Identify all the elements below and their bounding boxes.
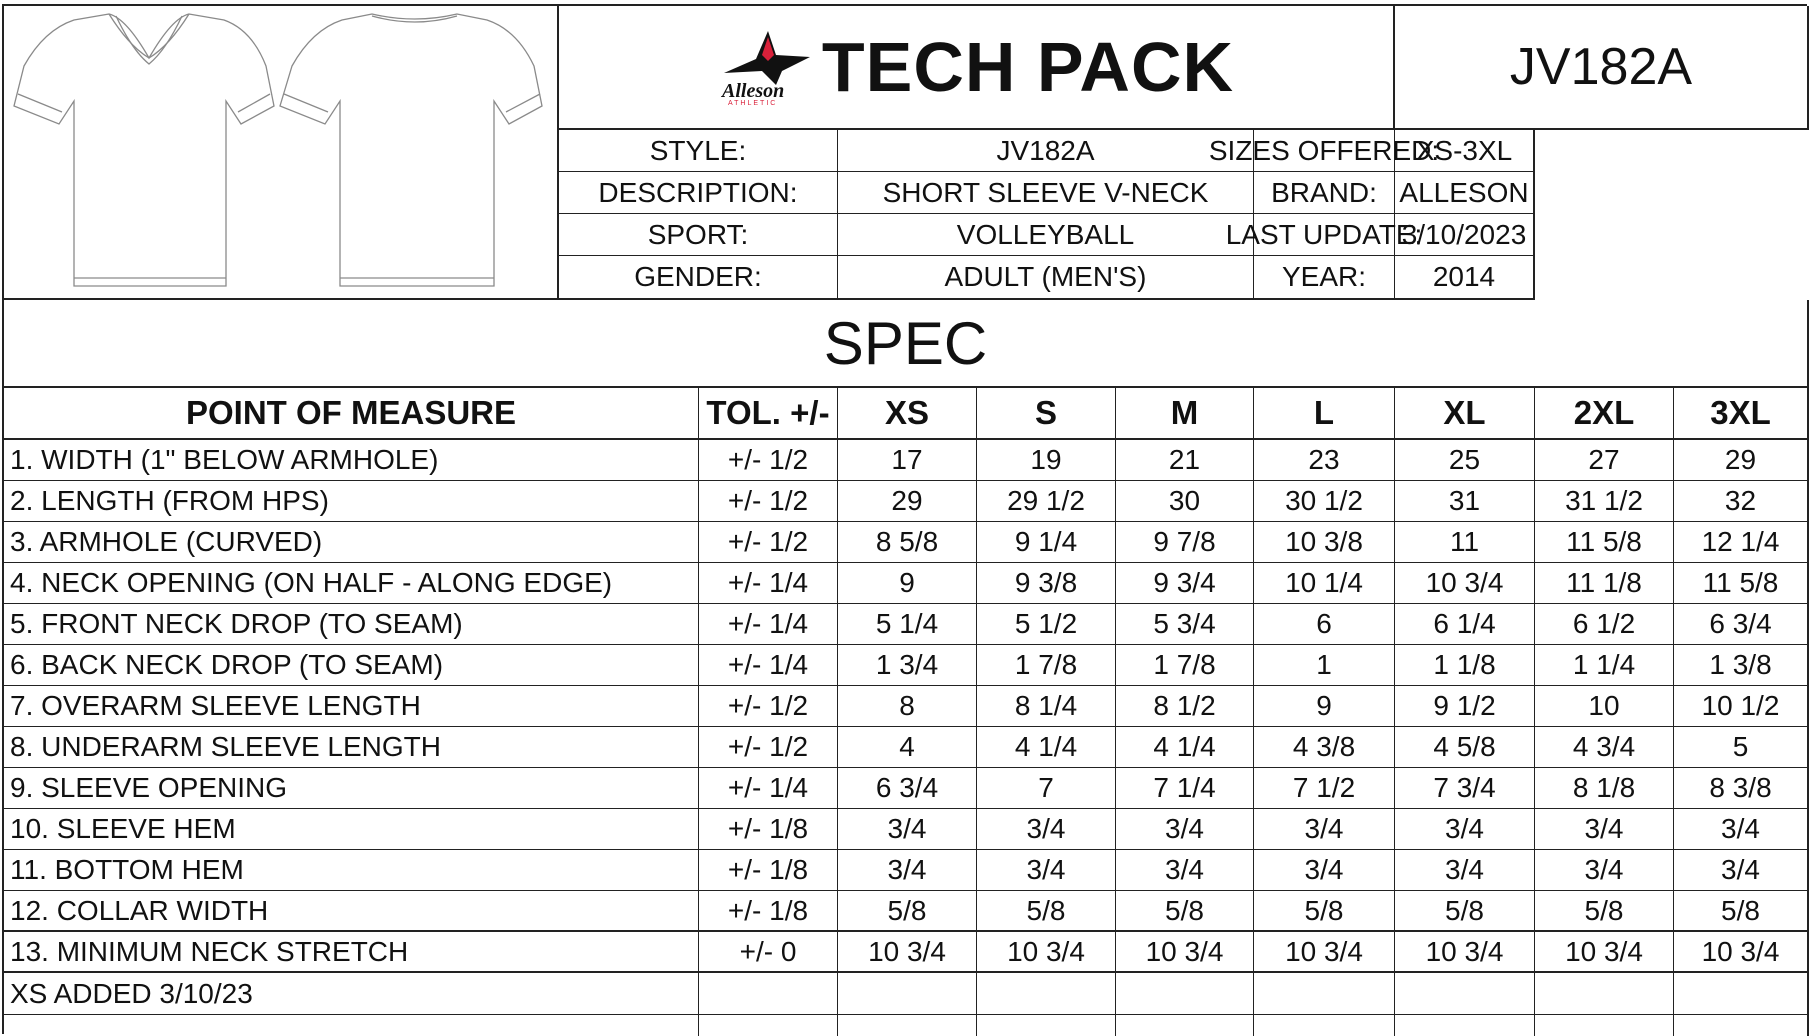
garment-sketches bbox=[4, 6, 559, 300]
measure-value: 10 3/4 bbox=[1674, 932, 1809, 973]
measure-value: 27 bbox=[1535, 440, 1674, 481]
empty-cell bbox=[838, 1015, 977, 1036]
measure-value: 6 1/2 bbox=[1535, 604, 1674, 645]
measure-value: +/- 1/8 bbox=[699, 850, 838, 891]
measure-value: 9 bbox=[1254, 686, 1395, 727]
column-header-2: XS bbox=[838, 388, 977, 440]
measure-value: +/- 1/8 bbox=[699, 809, 838, 850]
garment-sketch-svg bbox=[4, 6, 555, 296]
empty-cell bbox=[1535, 973, 1674, 1015]
measure-value: +/- 1/4 bbox=[699, 604, 838, 645]
column-header-6: XL bbox=[1395, 388, 1535, 440]
measure-value: 1 bbox=[1254, 645, 1395, 686]
measure-value: 9 1/2 bbox=[1395, 686, 1535, 727]
empty-cell bbox=[977, 973, 1116, 1015]
measure-value: 9 7/8 bbox=[1116, 522, 1254, 563]
measure-value: 1 7/8 bbox=[977, 645, 1116, 686]
logo-text: Alleson bbox=[721, 80, 785, 102]
measure-value: 5/8 bbox=[1254, 891, 1395, 932]
measure-label: 13. MINIMUM NECK STRETCH bbox=[4, 932, 699, 973]
measure-value: 8 1/8 bbox=[1535, 768, 1674, 809]
measure-value: 25 bbox=[1395, 440, 1535, 481]
measure-value: 9 bbox=[838, 563, 977, 604]
measure-value: 7 1/2 bbox=[1254, 768, 1395, 809]
measure-label: 3. ARMHOLE (CURVED) bbox=[4, 522, 699, 563]
style-code-header: JV182A bbox=[1395, 6, 1809, 130]
info-value-2: VOLLEYBALL bbox=[838, 214, 1254, 256]
measure-value: 9 3/4 bbox=[1116, 563, 1254, 604]
info-value-2-1: ALLESON bbox=[1395, 172, 1535, 214]
measure-value: 23 bbox=[1254, 440, 1395, 481]
measure-value: +/- 1/4 bbox=[699, 768, 838, 809]
measure-value: 17 bbox=[838, 440, 977, 481]
measure-label: 5. FRONT NECK DROP (TO SEAM) bbox=[4, 604, 699, 645]
column-header-5: L bbox=[1254, 388, 1395, 440]
measure-value: 12 1/4 bbox=[1674, 522, 1809, 563]
measure-value: +/- 1/2 bbox=[699, 686, 838, 727]
measure-value: 3/4 bbox=[977, 850, 1116, 891]
measure-value: 21 bbox=[1116, 440, 1254, 481]
measure-label: 10. SLEEVE HEM bbox=[4, 809, 699, 850]
measure-value: 30 1/2 bbox=[1254, 481, 1395, 522]
measure-value: 29 bbox=[1674, 440, 1809, 481]
measure-value: 5/8 bbox=[1395, 891, 1535, 932]
measure-value: 5 1/2 bbox=[977, 604, 1116, 645]
measure-value: 4 1/4 bbox=[977, 727, 1116, 768]
info-label-2: SPORT: bbox=[559, 214, 838, 256]
info-value-2-2: 3/10/2023 bbox=[1395, 214, 1535, 256]
measure-value: 10 3/4 bbox=[1395, 563, 1535, 604]
empty-cell bbox=[4, 1015, 699, 1036]
measure-value: +/- 1/8 bbox=[699, 891, 838, 932]
measure-value: +/- 1/4 bbox=[699, 563, 838, 604]
info-value-2-3: 2014 bbox=[1395, 256, 1535, 300]
measure-value: 30 bbox=[1116, 481, 1254, 522]
measure-value: 4 5/8 bbox=[1395, 727, 1535, 768]
measure-value: 5/8 bbox=[1116, 891, 1254, 932]
measure-value: 11 bbox=[1395, 522, 1535, 563]
measure-value: 10 3/4 bbox=[838, 932, 977, 973]
empty-cell bbox=[1116, 1015, 1254, 1036]
measure-label: 7. OVERARM SLEEVE LENGTH bbox=[4, 686, 699, 727]
measure-value: 11 5/8 bbox=[1674, 563, 1809, 604]
measure-value: 10 1/2 bbox=[1674, 686, 1809, 727]
empty-cell bbox=[977, 1015, 1116, 1036]
info-label-2-1: BRAND: bbox=[1254, 172, 1395, 214]
measure-value: 19 bbox=[977, 440, 1116, 481]
measure-value: 8 3/8 bbox=[1674, 768, 1809, 809]
column-header-3: S bbox=[977, 388, 1116, 440]
measure-value: 1 3/8 bbox=[1674, 645, 1809, 686]
measure-value: 5/8 bbox=[1535, 891, 1674, 932]
measure-value: 3/4 bbox=[1116, 809, 1254, 850]
measure-value: +/- 1/4 bbox=[699, 645, 838, 686]
measure-value: 32 bbox=[1674, 481, 1809, 522]
measure-value: 3/4 bbox=[1535, 809, 1674, 850]
info-label-3: GENDER: bbox=[559, 256, 838, 300]
measure-value: 10 1/4 bbox=[1254, 563, 1395, 604]
info-label-0: STYLE: bbox=[559, 130, 838, 172]
info-value-3: ADULT (MEN'S) bbox=[838, 256, 1254, 300]
measure-value: 3/4 bbox=[1116, 850, 1254, 891]
measure-value: 3/4 bbox=[838, 850, 977, 891]
measure-value: 3/4 bbox=[1254, 809, 1395, 850]
measure-value: 3/4 bbox=[1254, 850, 1395, 891]
measure-value: 31 bbox=[1395, 481, 1535, 522]
measure-value: 7 1/4 bbox=[1116, 768, 1254, 809]
measure-label: 11. BOTTOM HEM bbox=[4, 850, 699, 891]
info-value-0: JV182A bbox=[838, 130, 1254, 172]
measure-value: 5/8 bbox=[977, 891, 1116, 932]
column-header-7: 2XL bbox=[1535, 388, 1674, 440]
tech-pack-sheet bbox=[2, 4, 1807, 1034]
empty-cell bbox=[1254, 973, 1395, 1015]
empty-cell bbox=[838, 973, 977, 1015]
measure-value: +/- 1/2 bbox=[699, 440, 838, 481]
measure-value: 31 1/2 bbox=[1535, 481, 1674, 522]
measure-value: 3/4 bbox=[838, 809, 977, 850]
measure-label: 2. LENGTH (FROM HPS) bbox=[4, 481, 699, 522]
measure-value: +/- 0 bbox=[699, 932, 838, 973]
measure-value: +/- 1/2 bbox=[699, 727, 838, 768]
title-block bbox=[559, 6, 1395, 130]
page-title: TECH PACK bbox=[821, 28, 1235, 106]
measure-value: 4 1/4 bbox=[1116, 727, 1254, 768]
logo-subtext: ATHLETIC bbox=[727, 100, 778, 107]
measure-value: 8 bbox=[838, 686, 977, 727]
revision-note: XS ADDED 3/10/23 bbox=[4, 973, 699, 1015]
measure-value: 5 bbox=[1674, 727, 1809, 768]
empty-cell bbox=[699, 1015, 838, 1036]
measure-value: 11 1/8 bbox=[1535, 563, 1674, 604]
info-value-1: SHORT SLEEVE V-NECK bbox=[838, 172, 1254, 214]
measure-label: 6. BACK NECK DROP (TO SEAM) bbox=[4, 645, 699, 686]
measure-value: 3/4 bbox=[1674, 809, 1809, 850]
empty-cell bbox=[1395, 1015, 1535, 1036]
measure-value: 10 3/4 bbox=[1535, 932, 1674, 973]
measure-value: 8 1/4 bbox=[977, 686, 1116, 727]
empty-cell bbox=[1254, 1015, 1395, 1036]
column-header-8: 3XL bbox=[1674, 388, 1809, 440]
measure-value: 4 3/4 bbox=[1535, 727, 1674, 768]
empty-cell bbox=[1535, 1015, 1674, 1036]
measure-value: 3/4 bbox=[1395, 850, 1535, 891]
measure-value: +/- 1/2 bbox=[699, 481, 838, 522]
measure-value: 3/4 bbox=[1674, 850, 1809, 891]
empty-cell bbox=[1395, 973, 1535, 1015]
empty-cell bbox=[699, 973, 838, 1015]
measure-value: 1 7/8 bbox=[1116, 645, 1254, 686]
column-header-0: POINT OF MEASURE bbox=[4, 388, 699, 440]
measure-value: 10 3/4 bbox=[1254, 932, 1395, 973]
measure-value: 8 1/2 bbox=[1116, 686, 1254, 727]
measure-label: 1. WIDTH (1" BELOW ARMHOLE) bbox=[4, 440, 699, 481]
info-label-2-2: LAST UPDATE: bbox=[1254, 214, 1395, 256]
measure-value: 3/4 bbox=[977, 809, 1116, 850]
measure-value: 6 3/4 bbox=[1674, 604, 1809, 645]
empty-cell bbox=[1116, 973, 1254, 1015]
measure-value: 6 1/4 bbox=[1395, 604, 1535, 645]
measure-value: 5 1/4 bbox=[838, 604, 977, 645]
measure-value: 5/8 bbox=[1674, 891, 1809, 932]
measure-value: 5 3/4 bbox=[1116, 604, 1254, 645]
measure-value: 1 1/8 bbox=[1395, 645, 1535, 686]
empty-cell bbox=[1674, 1015, 1809, 1036]
measure-value: 10 3/4 bbox=[977, 932, 1116, 973]
measure-value: 10 3/8 bbox=[1254, 522, 1395, 563]
measure-label: 4. NECK OPENING (ON HALF - ALONG EDGE) bbox=[4, 563, 699, 604]
measure-value: 3/4 bbox=[1535, 850, 1674, 891]
measure-value: 9 1/4 bbox=[977, 522, 1116, 563]
measure-value: 10 3/4 bbox=[1395, 932, 1535, 973]
measure-value: 10 3/4 bbox=[1116, 932, 1254, 973]
measure-value: 8 5/8 bbox=[838, 522, 977, 563]
info-label-2-3: YEAR: bbox=[1254, 256, 1395, 300]
measure-value: 10 bbox=[1535, 686, 1674, 727]
empty-cell bbox=[1674, 973, 1809, 1015]
measure-value: +/- 1/2 bbox=[699, 522, 838, 563]
measure-value: 29 bbox=[838, 481, 977, 522]
info-label-2-0: SIZES OFFERED: bbox=[1254, 130, 1395, 172]
measure-value: 6 3/4 bbox=[838, 768, 977, 809]
measure-value: 1 1/4 bbox=[1535, 645, 1674, 686]
spec-title: SPEC bbox=[4, 300, 1809, 388]
measure-label: 9. SLEEVE OPENING bbox=[4, 768, 699, 809]
measure-value: 1 3/4 bbox=[838, 645, 977, 686]
info-label-1: DESCRIPTION: bbox=[559, 172, 838, 214]
measure-value: 7 3/4 bbox=[1395, 768, 1535, 809]
measure-value: 6 bbox=[1254, 604, 1395, 645]
alleson-logo-icon bbox=[718, 27, 814, 107]
column-header-4: M bbox=[1116, 388, 1254, 440]
measure-value: 9 3/8 bbox=[977, 563, 1116, 604]
info-value-2-0: XS-3XL bbox=[1395, 130, 1535, 172]
measure-label: 8. UNDERARM SLEEVE LENGTH bbox=[4, 727, 699, 768]
front-tshirt-sketch bbox=[14, 14, 274, 286]
measure-value: 4 3/8 bbox=[1254, 727, 1395, 768]
measure-value: 11 5/8 bbox=[1535, 522, 1674, 563]
measure-value: 5/8 bbox=[838, 891, 977, 932]
column-header-1: TOL. +/- bbox=[699, 388, 838, 440]
measure-value: 7 bbox=[977, 768, 1116, 809]
back-tshirt-sketch bbox=[280, 14, 542, 286]
measure-label: 12. COLLAR WIDTH bbox=[4, 891, 699, 932]
measure-value: 4 bbox=[838, 727, 977, 768]
measure-value: 29 1/2 bbox=[977, 481, 1116, 522]
measure-value: 3/4 bbox=[1395, 809, 1535, 850]
